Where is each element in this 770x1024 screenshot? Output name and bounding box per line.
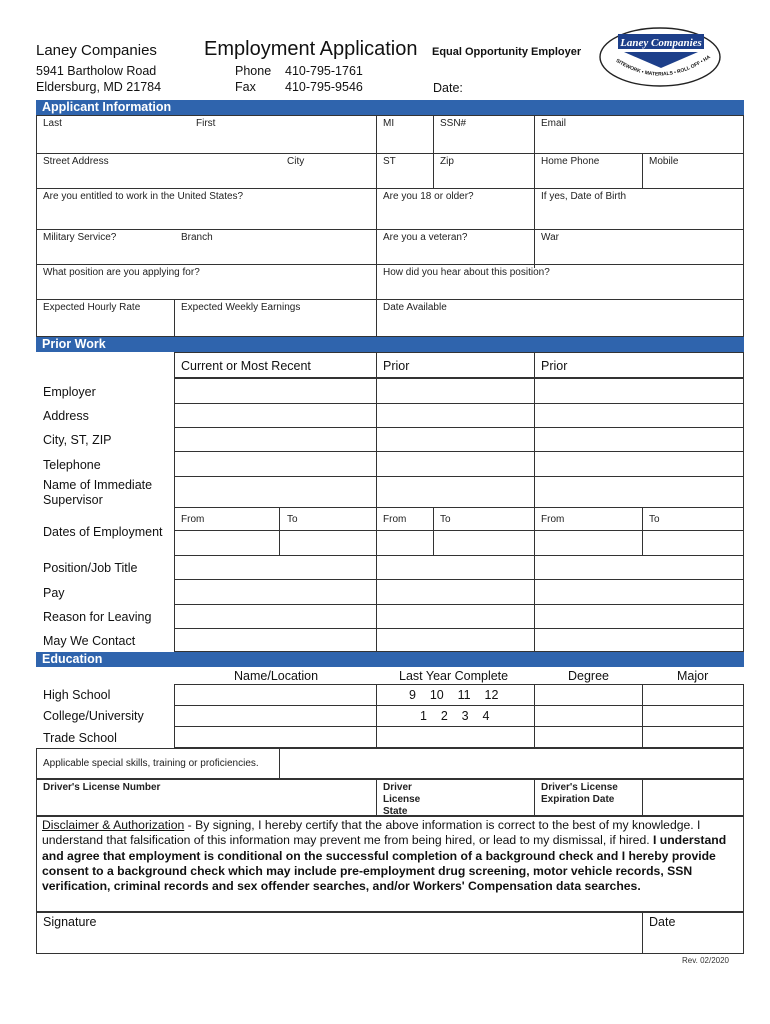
field-license-state-line3: State bbox=[383, 806, 408, 817]
row-pay: Pay bbox=[43, 586, 65, 600]
row-supervisor-line1: Name of Immediate bbox=[43, 478, 153, 492]
field-hourly-rate[interactable]: Expected Hourly Rate bbox=[43, 302, 141, 313]
row-college: College/University bbox=[43, 709, 144, 723]
prior1-from[interactable]: From bbox=[383, 514, 407, 525]
field-city[interactable]: City bbox=[287, 156, 305, 167]
field-license-number[interactable]: Driver's License Number bbox=[43, 782, 161, 793]
field-branch[interactable]: Branch bbox=[181, 232, 213, 243]
company-name: Laney Companies bbox=[36, 42, 157, 59]
field-position-applying[interactable]: What position are you applying for? bbox=[43, 267, 200, 278]
field-date-of-birth[interactable]: If yes, Date of Birth bbox=[541, 191, 627, 202]
section-applicant-information: Applicant Information bbox=[36, 100, 744, 115]
col-degree: Degree bbox=[568, 669, 609, 683]
row-supervisor-line2: Supervisor bbox=[43, 493, 103, 507]
disclaimer-body: - By signing, I hereby certify that the above information is correct to the best of my knowledge. I understand that falsification of this information may prevent me from being hired, or lead to my dismissal, if hired. bbox=[42, 818, 701, 848]
fax-number: 410-795-9546 bbox=[285, 80, 363, 94]
field-date-available[interactable]: Date Available bbox=[383, 302, 447, 313]
row-telephone: Telephone bbox=[43, 458, 101, 472]
field-age-18[interactable]: Are you 18 or older? bbox=[383, 191, 474, 202]
section-education: Education bbox=[36, 652, 744, 667]
company-street: 5941 Bartholow Road bbox=[36, 64, 157, 78]
field-mobile[interactable]: Mobile bbox=[649, 156, 679, 167]
col-prior-2: Prior bbox=[541, 359, 568, 373]
hs-year-options[interactable]: 9 10 11 12 bbox=[409, 688, 499, 702]
field-home-phone[interactable]: Home Phone bbox=[541, 156, 600, 167]
prior2-to[interactable]: To bbox=[649, 514, 660, 525]
fax-label: Fax bbox=[235, 80, 256, 94]
row-employer: Employer bbox=[43, 385, 96, 399]
page-title: Employment Application bbox=[204, 38, 418, 60]
field-signature[interactable]: Signature bbox=[43, 915, 97, 929]
college-year-options[interactable]: 1 2 3 4 bbox=[420, 709, 490, 723]
row-position-title: Position/Job Title bbox=[43, 561, 138, 575]
field-first-name[interactable]: First bbox=[196, 118, 216, 129]
phone-number: 410-795-1761 bbox=[285, 64, 363, 78]
field-ssn[interactable]: SSN# bbox=[440, 118, 467, 129]
field-work-entitlement[interactable]: Are you entitled to work in the United States? bbox=[43, 191, 244, 202]
section-prior-work: Prior Work bbox=[36, 337, 744, 352]
disclaimer-consent: I understand and agree that employment is conditional on the successful completion of a background check and I hereby provide consent to a background check which may include pre-employment drug screening, motor vehicle records, SSN verification, criminal records and sex offender searches, and/or Workers' Compensation data searches. bbox=[42, 833, 727, 894]
row-trade-school: Trade School bbox=[43, 731, 117, 745]
row-address: Address bbox=[43, 409, 89, 423]
company-city: Eldersburg, MD 21784 bbox=[36, 80, 162, 94]
field-license-state-line1[interactable]: Driver bbox=[383, 782, 412, 793]
field-email[interactable]: Email bbox=[541, 118, 567, 129]
signature-row bbox=[36, 912, 744, 954]
eoe-statement: Equal Opportunity Employer bbox=[432, 46, 582, 58]
field-special-skills[interactable]: Applicable special skills, training or proficiencies. bbox=[43, 758, 259, 769]
field-license-expiration-line2: Expiration Date bbox=[541, 794, 615, 805]
col-prior-1: Prior bbox=[383, 359, 410, 373]
disclaimer-text bbox=[42, 818, 732, 894]
prior1-to[interactable]: To bbox=[440, 514, 451, 525]
col-last-year: Last Year Complete bbox=[399, 669, 509, 683]
company-logo bbox=[598, 26, 722, 88]
field-state[interactable]: ST bbox=[383, 156, 396, 167]
field-last-name[interactable]: Last bbox=[43, 118, 62, 129]
field-military-service[interactable]: Military Service? bbox=[43, 232, 117, 243]
field-signature-date[interactable]: Date bbox=[649, 915, 676, 929]
row-high-school: High School bbox=[43, 688, 111, 702]
field-veteran[interactable]: Are you a veteran? bbox=[383, 232, 468, 243]
col-major: Major bbox=[677, 669, 709, 683]
field-mi[interactable]: MI bbox=[383, 118, 395, 129]
current-to[interactable]: To bbox=[287, 514, 298, 525]
field-license-expiration-line1[interactable]: Driver's License bbox=[541, 782, 618, 793]
row-city-st-zip: City, ST, ZIP bbox=[43, 433, 112, 447]
field-weekly-earnings[interactable]: Expected Weekly Earnings bbox=[181, 302, 301, 313]
prior2-from[interactable]: From bbox=[541, 514, 565, 525]
row-dates-of-employment: Dates of Employment bbox=[43, 525, 163, 539]
row-may-we-contact: May We Contact bbox=[43, 634, 136, 648]
date-label: Date: bbox=[433, 81, 463, 95]
field-zip[interactable]: Zip bbox=[440, 156, 454, 167]
logo-tagline: SITEWORK • MATERIALS • ROLL OFF • HA bbox=[614, 54, 712, 78]
field-how-heard[interactable]: How did you hear about this position? bbox=[383, 267, 550, 278]
revision-note: Rev. 02/2020 bbox=[682, 956, 729, 965]
col-current: Current or Most Recent bbox=[181, 359, 311, 373]
phone-label: Phone bbox=[235, 64, 272, 78]
current-from[interactable]: From bbox=[181, 514, 205, 525]
disclaimer-heading: Disclaimer & Authorization bbox=[42, 818, 185, 832]
row-reason-for-leaving: Reason for Leaving bbox=[43, 610, 152, 624]
field-street-address[interactable]: Street Address bbox=[43, 156, 109, 167]
field-license-state-line2: License bbox=[383, 794, 421, 805]
col-name-location: Name/Location bbox=[234, 669, 319, 683]
logo-name: Laney Companies bbox=[620, 37, 702, 49]
field-war[interactable]: War bbox=[541, 232, 559, 243]
